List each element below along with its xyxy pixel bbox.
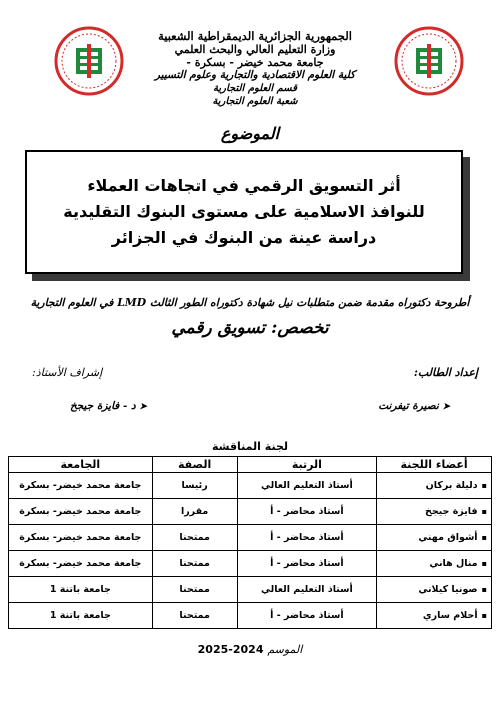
specialty [100, 318, 400, 338]
bullet-icon: ▪ [481, 507, 487, 516]
member-university: جامعة محمد خيضر- بسكرة [9, 551, 153, 577]
prepared-by-label: إعداد الطالب: [413, 366, 478, 379]
member-name [377, 603, 492, 629]
member-university: جامعة باتنة 1 [9, 577, 153, 603]
member-name-text: دليلة بركان [425, 480, 478, 491]
table-row [9, 603, 492, 629]
header-role: الصفة [152, 457, 237, 473]
academic-season [150, 643, 350, 656]
arrow-bullet-icon: ➤ [139, 402, 147, 412]
member-name-text: أحلام ساري [422, 610, 478, 621]
bullet-icon: ▪ [481, 585, 487, 594]
season-value: 2024-2025 [197, 643, 264, 656]
specialty-value: تسويق رقمي [171, 318, 266, 338]
member-university: جامعة محمد خيضر- بسكرة [9, 499, 153, 525]
university-logo-right [394, 26, 464, 96]
bullet-icon: ▪ [481, 611, 487, 620]
season-label: الموسم [267, 643, 303, 656]
republic-name: الجمهورية الجزائرية الديمقراطية الشعبية [158, 29, 352, 43]
member-university: جامعة محمد خيضر- بسكرة [9, 473, 153, 499]
member-name [377, 499, 492, 525]
member-name [377, 525, 492, 551]
student-name-text: نصيرة تيفرنت [378, 400, 439, 412]
table-row [9, 525, 492, 551]
bullet-icon: ▪ [481, 481, 487, 490]
member-university: جامعة محمد خيضر- بسكرة [9, 525, 153, 551]
arrow-bullet-icon: ➤ [442, 402, 450, 412]
bullet-icon: ▪ [481, 559, 487, 568]
department-name: قسم العلوم التجارية [213, 83, 297, 94]
university-name: جامعة محمد خيضر - بسكرة - [186, 56, 324, 69]
title-line-2: للنوافذ الاسلامية على مستوى البنوك التقليدية [63, 202, 425, 221]
title-line-1: أثر التسويق الرقمي في اتجاهات العملاء [87, 176, 401, 195]
ministry-name: وزارة التعليم العالي والبحث العلمي [174, 43, 336, 56]
member-name-text: منال هاني [429, 558, 478, 569]
institution-header [110, 30, 400, 108]
table-row [9, 577, 492, 603]
bullet-icon: ▪ [481, 533, 487, 542]
member-rank: أستاذ محاضر - أ [237, 551, 377, 577]
table-row [9, 551, 492, 577]
member-name [377, 473, 492, 499]
member-rank: أستاذ محاضر - أ [237, 525, 377, 551]
member-role: مقررا [152, 499, 237, 525]
member-rank: أستاذ محاضر - أ [237, 499, 377, 525]
committee-table [8, 456, 492, 629]
member-name-text: صونيا كيلاني [418, 584, 478, 595]
supervisor-label: إشراف الأستاذ: [32, 366, 103, 379]
member-role: ممتحنا [152, 525, 237, 551]
supervisor-name [70, 400, 147, 412]
thesis-title-box [25, 150, 463, 274]
specialty-label: تخصص: [271, 318, 329, 338]
member-university: جامعة باتنة 1 [9, 603, 153, 629]
member-rank: أستاذ التعليم العالي [237, 473, 377, 499]
member-name [377, 577, 492, 603]
member-role: ممتحنا [152, 551, 237, 577]
table-row [9, 499, 492, 525]
subject-label: الموضوع [220, 124, 280, 143]
member-role: ممتحنا [152, 577, 237, 603]
member-rank: أستاذ التعليم العالي [237, 577, 377, 603]
member-name [377, 551, 492, 577]
member-name-text: فايزة جيجخ [424, 506, 478, 517]
student-name [378, 400, 450, 412]
member-name-text: أشواق مهني [418, 532, 478, 543]
header-rank: الرتبة [237, 457, 377, 473]
branch-name: شعبة العلوم التجارية [212, 96, 298, 107]
member-rank: أستاذ محاضر - أ [237, 603, 377, 629]
header-members: أعضاء اللجنة [377, 457, 492, 473]
supervisor-name-text: د - فايزة جيجخ [70, 400, 136, 412]
member-role: ممتحنا [152, 603, 237, 629]
faculty-name: كلية العلوم الاقتصادية والتجارية وعلوم التسيير [154, 69, 356, 81]
title-line-3: دراسة عينة من البنوك في الجزائر [111, 228, 377, 247]
header-university: الجامعة [9, 457, 153, 473]
committee-title: لجنة المناقشة [211, 440, 288, 453]
table-row [9, 473, 492, 499]
table-header-row [9, 457, 492, 473]
member-role: رئيسا [152, 473, 237, 499]
thesis-degree-note: أطروحة دكتوراه مقدمة ضمن متطلبات نيل شهادة دكتوراه الطور الثالث LMD في العلوم التجارية [30, 296, 470, 309]
